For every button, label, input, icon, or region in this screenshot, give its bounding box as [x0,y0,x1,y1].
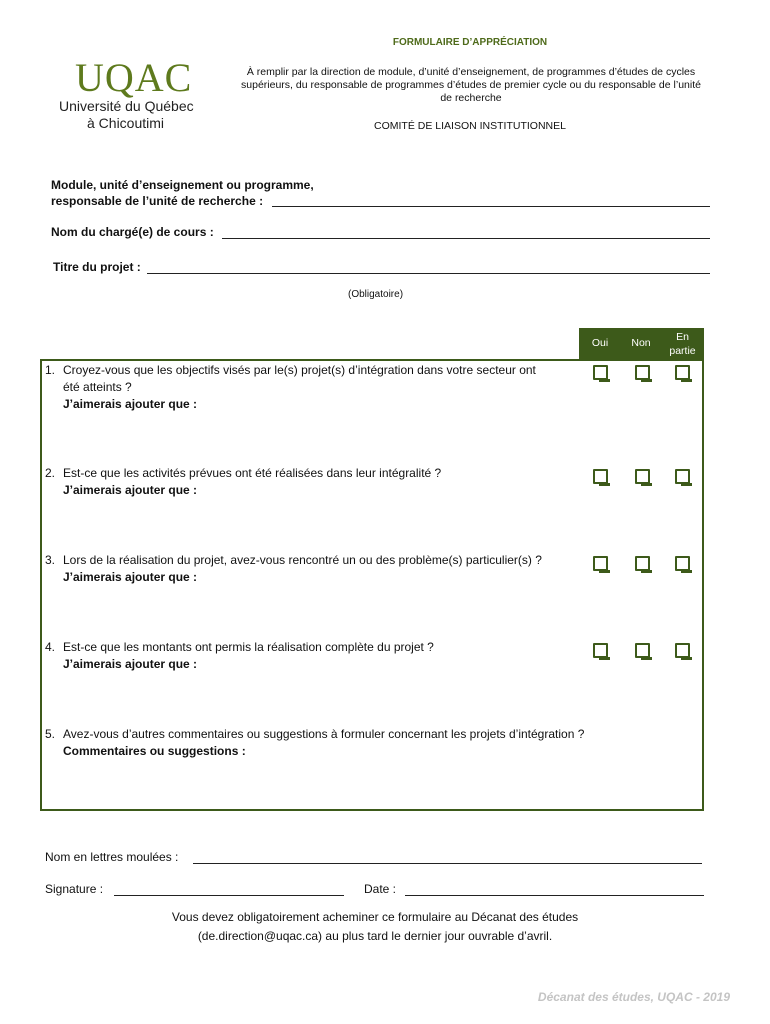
form-description: À remplir par la direction de module, d’unité d’enseignement, de programmes d’études de cycles supérieurs, du responsable de programmes d’études de premier cycle ou du responsable de l’unité de recherche [241,66,701,104]
q1-en-partie-checkbox[interactable] [675,365,690,380]
q3-oui-checkbox[interactable] [593,556,608,571]
question-2-text: Est-ce que les activités prévues ont été réalisées dans leur intégralité ? [63,466,442,480]
module-label-line1: Module, unité d’enseignement ou programme, [51,178,314,192]
uqac-logo: UQAC [75,55,193,100]
q1-oui-checkbox[interactable] [593,365,608,380]
question-1-text-cont: été atteints ? [63,380,132,394]
date-label: Date : [364,882,397,896]
question-3-number: 3. [45,553,56,567]
q3-en-partie-checkbox[interactable] [675,556,690,571]
question-4-number: 4. [45,640,56,654]
q4-non-checkbox[interactable] [635,643,650,658]
question-4 [45,639,575,673]
question-2 [45,465,575,499]
q4-oui-checkbox[interactable] [593,643,608,658]
charge-input-line[interactable] [222,238,710,239]
obligatoire-note: (Obligatoire) [348,289,404,300]
q1-non-checkbox[interactable] [635,365,650,380]
form-title: FORMULAIRE D’APPRÉCIATION [392,37,548,48]
q2-non-checkbox[interactable] [635,469,650,484]
column-header-en-partie-line1: En [676,331,689,343]
question-5-number: 5. [45,727,56,741]
module-input-line[interactable] [272,206,710,207]
submission-note-line2: (de.direction@uqac.ca) au plus tard le dernier jour ouvrable d’avril. [197,929,553,943]
question-5 [45,726,695,760]
question-3-add-label: J’aimerais ajouter que : [63,570,198,584]
nom-label: Nom en lettres moulées : [45,850,179,864]
question-5-text: Avez-vous d’autres commentaires ou suggestions à formuler concernant les projets d’intégration ? [63,727,585,741]
question-4-text: Est-ce que les montants ont permis la réalisation complète du projet ? [63,640,434,654]
q2-oui-checkbox[interactable] [593,469,608,484]
question-2-number: 2. [45,466,56,480]
date-input-line[interactable] [405,895,704,896]
q3-non-checkbox[interactable] [635,556,650,571]
logo-city-line: à Chicoutimi [87,115,165,131]
column-header-non: Non [621,328,661,359]
footer-text: Décanat des études, UQAC - 2019 [537,990,730,1004]
signature-input-line[interactable] [114,895,344,896]
question-1 [45,362,575,413]
signature-label: Signature : [45,882,104,896]
q4-en-partie-checkbox[interactable] [675,643,690,658]
module-label-line2: responsable de l’unité de recherche : [51,194,264,208]
logo-university-line: Université du Québec [59,98,194,114]
q2-en-partie-checkbox[interactable] [675,469,690,484]
committee-label: COMITÉ DE LIAISON INSTITUTIONNEL [374,120,566,132]
column-header-en-partie-line2: partie [669,345,696,357]
column-header-oui: Oui [579,328,621,359]
submission-note-line1: Vous devez obligatoirement acheminer ce formulaire au Décanat des études [171,910,579,924]
question-5-add-label: Commentaires ou suggestions : [63,744,246,758]
question-1-number: 1. [45,363,56,377]
question-4-add-label: J’aimerais ajouter que : [63,657,198,671]
charge-label: Nom du chargé(e) de cours : [51,225,214,239]
titre-input-line[interactable] [147,273,710,274]
titre-label: Titre du projet : [53,260,141,274]
nom-input-line[interactable] [193,863,702,864]
question-3 [45,552,577,586]
question-2-add-label: J’aimerais ajouter que : [63,483,198,497]
column-header-en-partie [661,328,704,359]
question-3-text: Lors de la réalisation du projet, avez-vous rencontré un ou des problème(s) particulier(s) ? [63,553,542,567]
question-1-add-label: J’aimerais ajouter que : [63,397,198,411]
question-1-text: Croyez-vous que les objectifs visés par le(s) projet(s) d’intégration dans votre secteur ont [63,363,536,377]
